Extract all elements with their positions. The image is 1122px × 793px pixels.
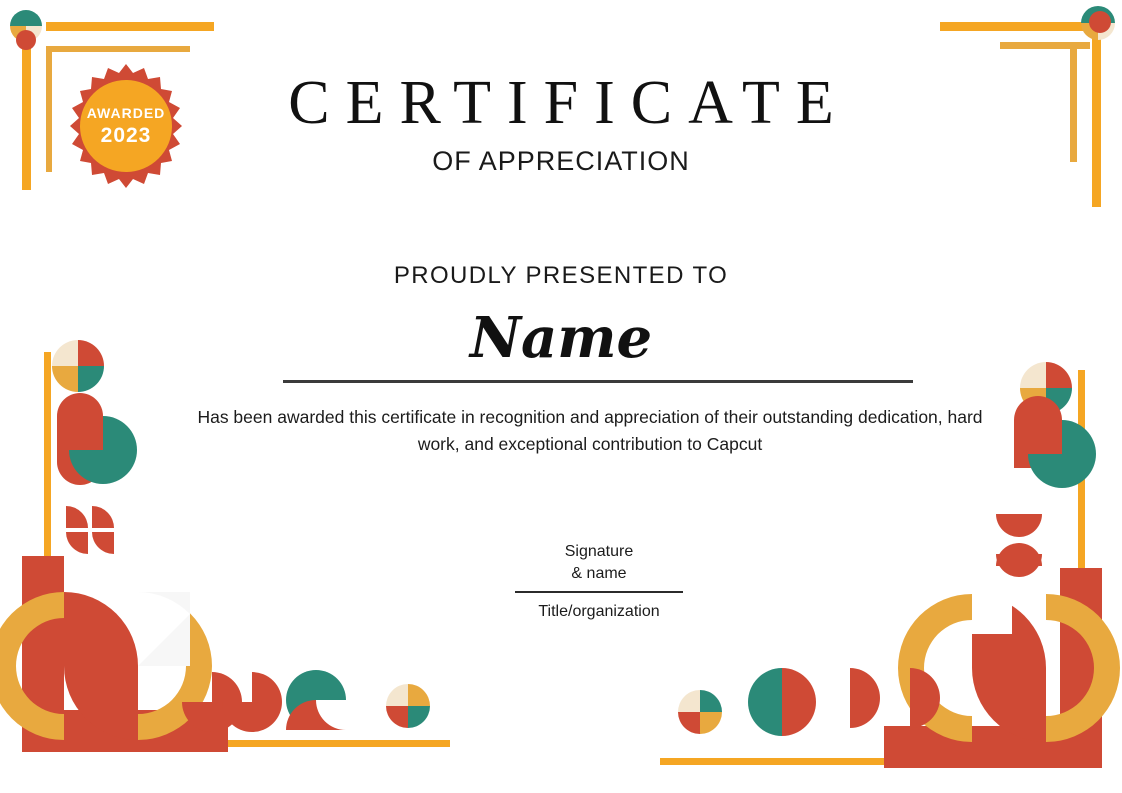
badge-label: AWARDED [86,104,166,121]
badge-year: 2023 [100,123,152,147]
signature-title: Title/organization [538,602,660,620]
title-block [0,69,1122,177]
signature-divider [515,591,683,593]
citation-text: Has been awarded this certificate in recognition and appreciation of their outstanding dedication, hard work, and exceptional contribution to Capcut [197,407,983,455]
name-divider [283,380,913,383]
signature-block [461,541,737,621]
signature-line-1: Signature [564,543,634,560]
recipient-name: Name [469,305,653,371]
certificate-title: CERTIFICATE [288,69,850,137]
presented-to-label: PROUDLY PRESENTED TO [393,262,729,289]
certificate-subtitle: OF APPRECIATION [432,146,690,176]
signature-line-2: & name [571,564,627,582]
